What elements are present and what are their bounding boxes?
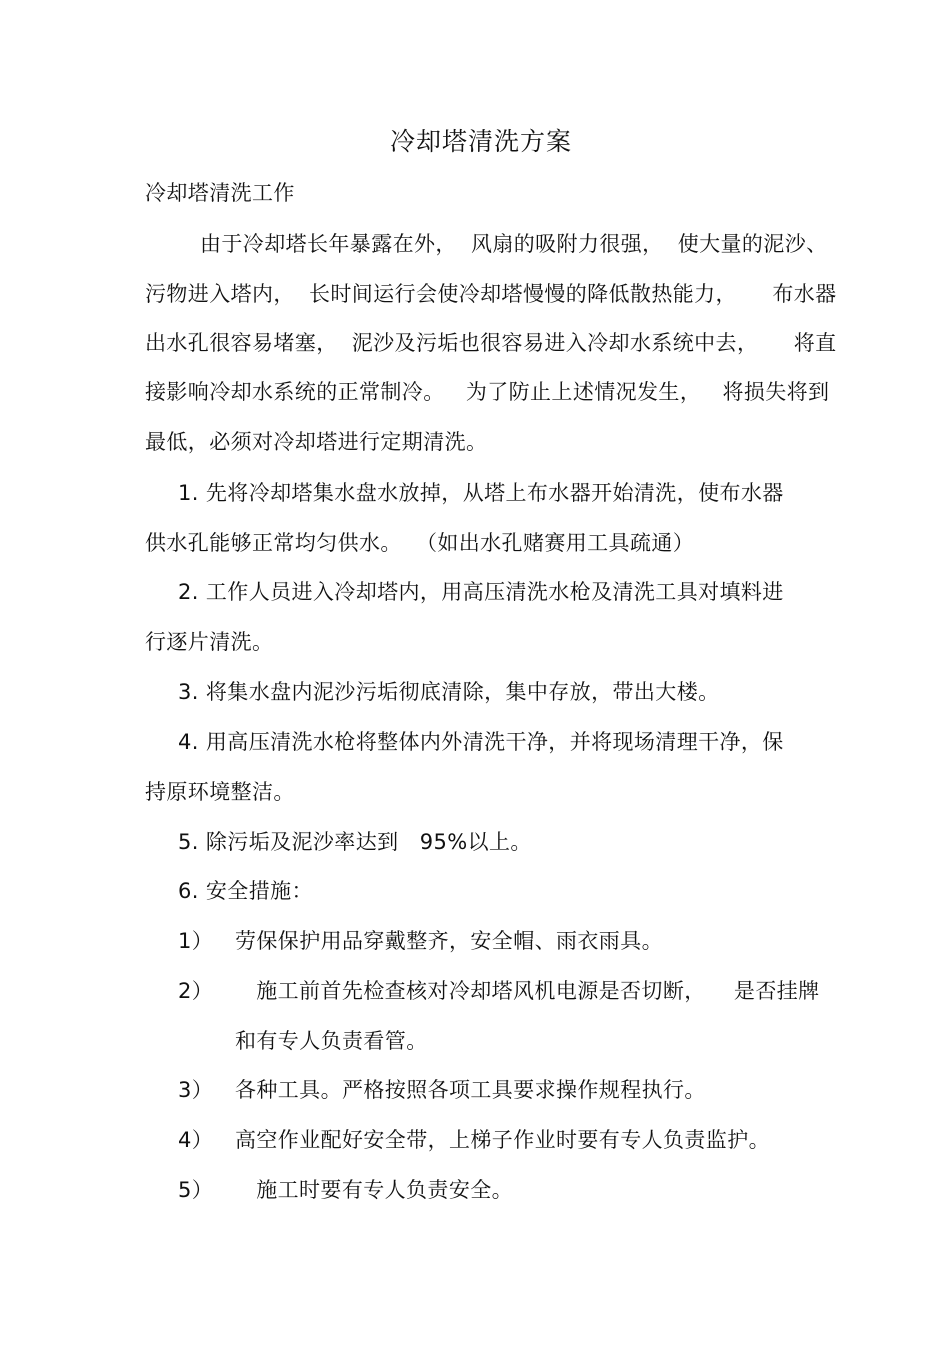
section-heading: 冷却塔清洗工作: [145, 181, 295, 205]
safety-item-text: 各种工具。严格按照各项工具要求操作规程执行。: [235, 1078, 706, 1102]
document-title: 冷却塔清洗方案: [390, 127, 573, 156]
step-1-line: 供水孔能够正常均匀供水。 （如出水孔赌赛用工具疏通）: [145, 531, 695, 555]
step-6-line: 6. 安全措施：: [178, 879, 313, 903]
paragraph-line: 污物进入塔内， 长时间运行会使冷却塔慢慢的降低散热能力， 布水器: [145, 282, 837, 306]
safety-item-text: 高空作业配好安全带，上梯子作业时要有专人负责监护。: [235, 1128, 770, 1152]
safety-item-text: 劳保保护用品穿戴整齐，安全帽、雨衣雨具。: [235, 929, 663, 953]
safety-item-number: 4）: [178, 1128, 214, 1152]
paragraph-line: 出水孔很容易堵塞， 泥沙及污垢也很容易进入冷却水系统中去， 将直: [145, 331, 837, 355]
step-4-line: 持原环境整洁。: [145, 780, 295, 804]
paragraph-line: 由于冷却塔长年暴露在外， 风扇的吸附力很强， 使大量的泥沙、: [200, 232, 828, 256]
step-2-line: 2. 工作人员进入冷却塔内，用高压清洗水枪及清洗工具对填料进: [178, 580, 784, 604]
step-5-line: 5. 除污垢及泥沙率达到 95%以上。: [178, 830, 532, 854]
safety-item-number: 2）: [178, 979, 214, 1003]
safety-item-number: 3）: [178, 1078, 214, 1102]
safety-item-number: 5）: [178, 1178, 214, 1202]
paragraph-line: 最低，必须对冷却塔进行定期清洗。: [145, 430, 488, 454]
step-3-line: 3. 将集水盘内泥沙污垢彻底清除，集中存放，带出大楼。: [178, 680, 720, 704]
paragraph-line: 接影响冷却水系统的正常制冷。 为了防止上述情况发生， 将损失将到: [145, 380, 830, 404]
step-4-line: 4. 用高压清洗水枪将整体内外清洗干净，并将现场清理干净，保: [178, 730, 784, 754]
safety-item-text: 施工时要有专人负责安全。: [235, 1178, 514, 1202]
safety-item-text: 施工前首先检查核对冷却塔风机电源是否切断， 是否挂牌: [235, 979, 820, 1003]
step-1-line: 1. 先将冷却塔集水盘水放掉，从塔上布水器开始清洗，使布水器: [178, 481, 784, 505]
safety-item-number: 1）: [178, 929, 214, 953]
step-2-line: 行逐片清洗。: [145, 630, 274, 654]
safety-item-text: 和有专人负责看管。: [235, 1029, 428, 1053]
